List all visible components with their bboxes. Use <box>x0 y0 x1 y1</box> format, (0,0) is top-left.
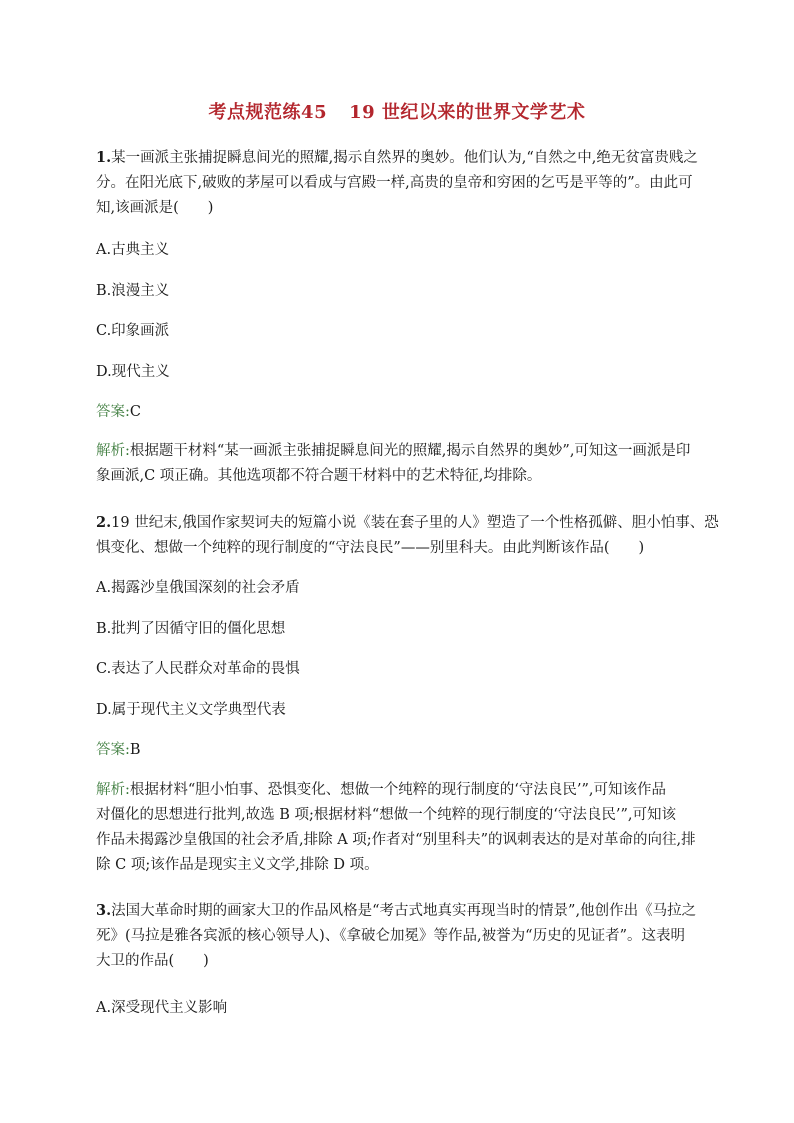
question-3-stem: 3.法国大革命时期的画家大卫的作品风格是“考古式地真实再现当时的情景”,他创作出《马拉之 死》(马拉是雅各宾派的核心领导人)、《拿破仑加冕》等作品,被誉为“历史的见证者”。这表明 大卫的作品( ) <box>96 902 697 969</box>
question-2-option-b: B.批判了因循守旧的僵化思想 <box>96 621 286 637</box>
question-2-stem: 2.19 世纪末,俄国作家契诃夫的短篇小说《装在套子里的人》塑造了一个性格孤僻、胆小怕事、恐 惧变化、想做一个纯粹的现行制度的“守法良民”——别里科夫。由此判断该作品( ) <box>96 514 719 556</box>
question-1-stem: 1.某一画派主张捕捉瞬息间光的照耀,揭示自然界的奥妙。他们认为,“自然之中,绝无贫富贵贱之 分。在阳光底下,破败的茅屋可以看成与宫殿一样,高贵的皇帝和穷困的乞丐是平等的”。由此可 知,该画派是( ) <box>96 149 698 216</box>
question-number: 2. <box>96 514 112 531</box>
question-1-option-c: C.印象画派 <box>96 323 170 339</box>
question-2-analysis: 解析:根据材料“胆小怕事、恐惧变化、想做一个纯粹的现行制度的‘守法良民’”,可知该作品 对僵化的思想进行批判,故选 B 项;根据材料“想做一个纯粹的现行制度的‘守法良民’”,可知该 作品未揭露沙皇俄国的社会矛盾,排除 A 项;作者对“别里科夫”的讽刺表达的是对革命的向往,排 除 C 项;该作品是现实主义文学,排除 D 项。 <box>96 782 696 873</box>
question-3-option-a: A.深受现代主义影响 <box>96 1000 228 1016</box>
page-title <box>0 98 794 124</box>
question-1-option-b: B.浪漫主义 <box>96 283 170 299</box>
question-1-answer: 答案:C <box>96 404 141 420</box>
question-number: 3. <box>96 902 112 919</box>
question-1-option-d: D.现代主义 <box>96 364 170 380</box>
question-1-analysis: 解析:根据题干材料“某一画派主张捕捉瞬息间光的照耀,揭示自然界的奥妙”,可知这一画派是印 象画派,C 项正确。其他选项都不符合题干材料中的艺术特征,均排除。 <box>96 443 691 484</box>
question-2-option-c: C.表达了人民群众对革命的畏惧 <box>96 661 300 677</box>
question-2-option-d: D.属于现代主义文学典型代表 <box>96 702 286 718</box>
question-number: 1. <box>96 149 112 166</box>
title-part2: 19 世纪以来的世界文学艺术 <box>349 102 586 123</box>
question-2-option-a: A.揭露沙皇俄国深刻的社会矛盾 <box>96 580 300 596</box>
question-1-option-a: A.古典主义 <box>96 242 170 258</box>
title-part1: 考点规范练45 <box>208 102 328 123</box>
question-2-answer: 答案:B <box>96 742 141 758</box>
